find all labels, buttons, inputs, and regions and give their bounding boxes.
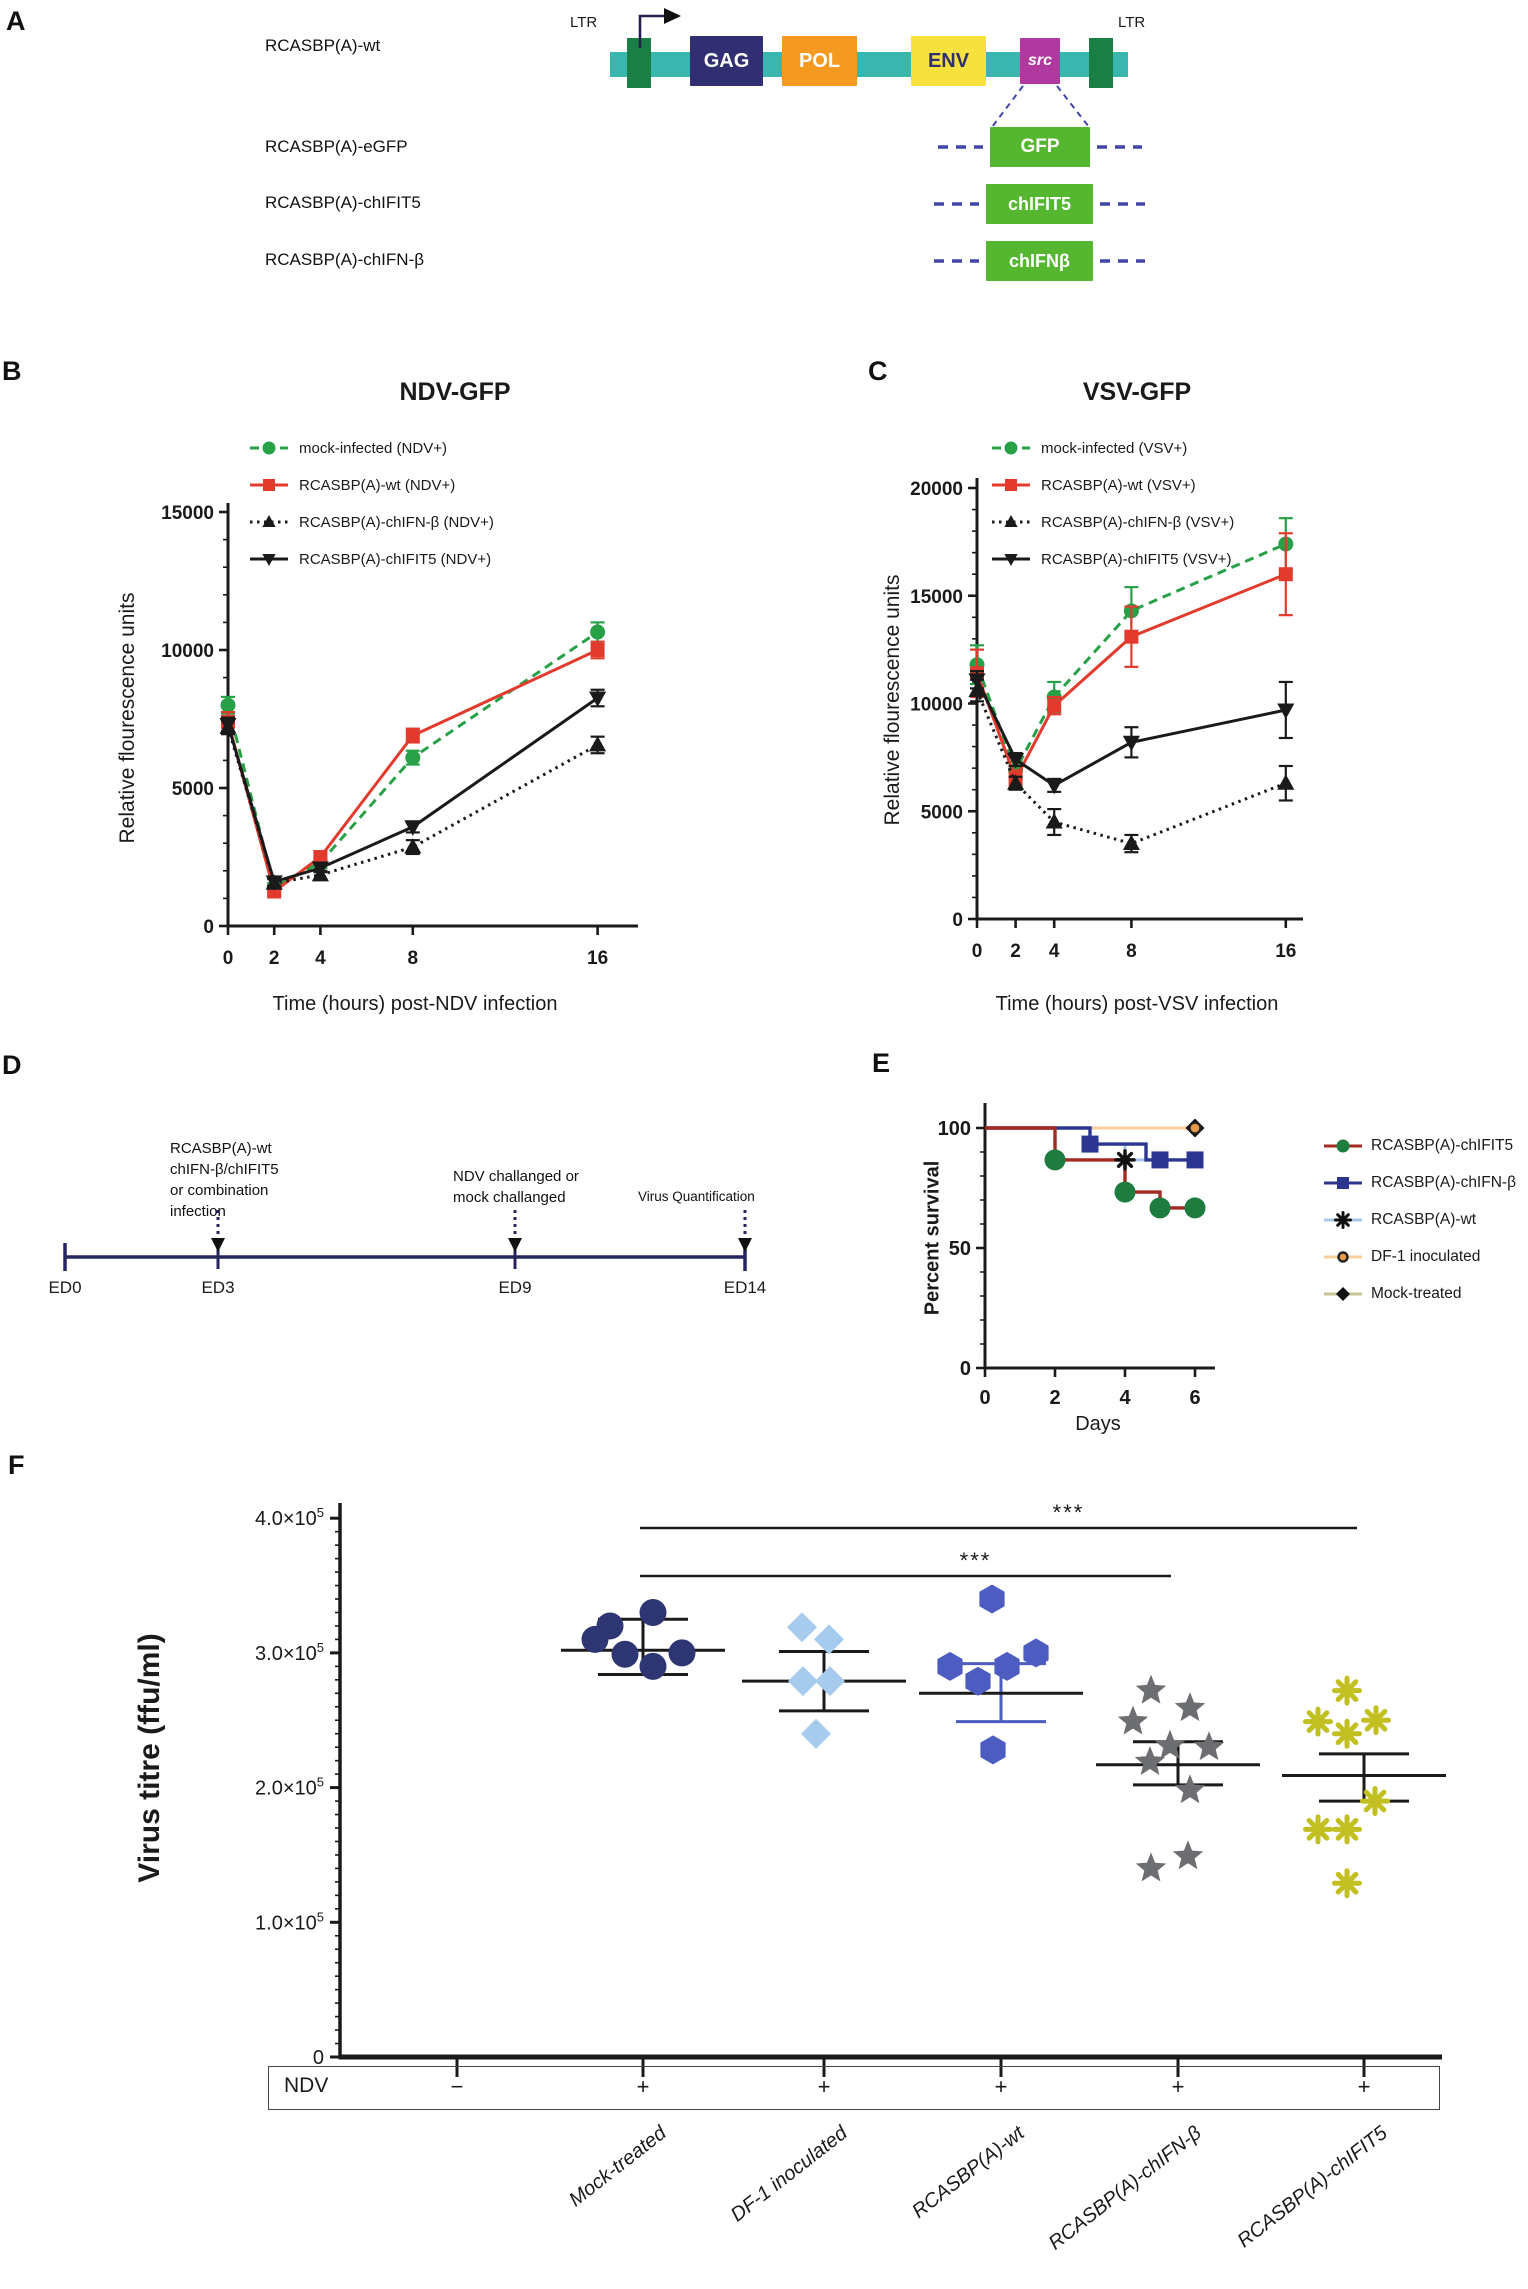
data-point-asterisk [1364,1708,1389,1733]
ndv-status-minus: − [450,2074,464,2099]
x-tick-label: 4 [315,948,326,969]
ltr-label-right: LTR [1118,14,1146,31]
survival-x-axis-label: Days [1075,1413,1121,1435]
legend-label: RCASBP(A)-chIFIT5 (NDV+) [299,550,492,568]
y-tick-label: 0 [952,910,963,931]
legend-label: RCASBP(A)-chIFIT5 [1371,1137,1514,1154]
y-tick-label: 100 [937,1118,971,1140]
legend-label: RCASBP(A)-chIFN-β (VSV+) [1041,513,1235,531]
ltr-label-left: LTR [570,14,598,31]
x-tick-label: 8 [1126,941,1137,962]
ndv-row-label: NDV [284,2074,329,2097]
legend-label: Mock-treated [1371,1285,1462,1302]
construct-label-chifnb: RCASBP(A)-chIFN-β [265,250,425,269]
legend-label: DF-1 inoculated [1371,1248,1481,1265]
y-tick-label: $2.0\times 10^5$ [255,1774,324,1800]
x-tick-label: 2 [1049,1387,1061,1409]
note-line: mock challanged [453,1189,566,1206]
ndv-status-plus: + [817,2074,831,2099]
group-label-mock: Mock-treated [565,2122,671,2212]
ndv-status-plus: + [1171,2074,1185,2099]
src-gene-box: src [1020,38,1060,84]
y-tick-label: 0 [312,2047,324,2069]
vsv-y-axis-label: Relative flourescence units [881,574,904,826]
legend-label: mock-infected (VSV+) [1041,439,1188,457]
group-label-wt: RCASBP(A)-wt [908,2122,1029,2223]
x-tick-label: 4 [1048,941,1060,962]
panel-label-d: D [2,1050,22,1080]
legend-label: RCASBP(A)-wt [1371,1211,1477,1228]
data-point-diamond [801,1719,831,1749]
data-point-circle [640,1653,667,1680]
ndv-status-plus: + [636,2074,650,2099]
data-point-star [1194,1731,1224,1760]
x-tick-label: 16 [587,948,609,969]
legend-label: RCASBP(A)-chIFN-β [1371,1174,1516,1191]
legend-label: RCASBP(A)-wt (VSV+) [1041,476,1196,494]
significance-stars: *** [959,1548,992,1573]
timeline-tick-label-ed9: ED9 [498,1278,532,1297]
y-tick-label: 15000 [910,586,963,608]
group-label-chifit5: RCASBP(A)-chIFIT5 [1233,2122,1392,2253]
y-tick-label: 10000 [161,641,214,662]
data-point-diamond [814,1624,844,1654]
data-point-asterisk [1306,1709,1331,1734]
ndv-status-plus: + [994,2074,1008,2099]
panel-label-f: F [8,1450,25,1480]
data-point-hexagon [965,1667,990,1696]
note-line: NDV challanged or [453,1168,579,1185]
data-point-star [1136,1675,1166,1704]
y-tick-label: $3.0\times 10^5$ [255,1639,324,1665]
legend-label: mock-infected (NDV+) [299,439,447,457]
data-point-asterisk [1335,1871,1360,1896]
data-point-star [1118,1706,1148,1735]
legend-label: RCASBP(A)-chIFIT5 (VSV+) [1041,550,1232,568]
significance-stars: *** [1052,1500,1085,1525]
data-point-diamond [787,1612,817,1642]
timeline-tick-label-ed3: ED3 [201,1278,235,1297]
note-line: infection [170,1203,226,1220]
panel-label-b: B [2,356,22,386]
y-tick-label: 5000 [171,779,214,800]
x-tick-label: 0 [971,941,983,962]
data-point-hexagon [979,1585,1004,1614]
data-point-diamond [788,1666,818,1696]
data-point-asterisk [1335,1678,1360,1703]
x-tick-label: 2 [1010,941,1021,962]
data-point-asterisk [1363,1789,1388,1814]
x-tick-label: 8 [407,948,419,969]
data-point-circle [669,1639,696,1666]
group-label-df1: DF-1 inoculated [726,2122,852,2227]
y-tick-label: 50 [948,1238,971,1260]
note-line: or combination [170,1182,269,1199]
timeline-tick-label-ed14: ED14 [723,1278,767,1297]
vsv-chart-title: VSV-GFP [1082,378,1192,406]
data-point-star [1136,1852,1166,1881]
data-point-hexagon [980,1735,1005,1764]
titre-y-axis-label: Virus titre (ffu/ml) [133,1633,166,1883]
panel-label-c: C [868,356,888,386]
x-tick-label: 16 [1275,941,1297,962]
chifnb-insert-box: chIFNβ [986,241,1093,281]
data-point-circle [582,1626,609,1653]
y-tick-label: 0 [203,917,214,938]
x-tick-label: 0 [979,1387,991,1409]
x-tick-label: 6 [1189,1387,1201,1409]
y-tick-label: 0 [959,1358,971,1380]
ndv-x-axis-label: Time (hours) post-NDV infection [272,993,558,1015]
vsv-x-axis-label: Time (hours) post-VSV infection [995,993,1279,1015]
y-tick-label: 10000 [910,694,963,716]
x-tick-label: 0 [222,948,234,969]
chifit5-insert-box: chIFIT5 [986,184,1093,224]
data-point-asterisk [1335,1817,1360,1842]
gag-gene-box: GAG [690,36,763,86]
env-gene-box: ENV [911,36,986,86]
note-line: chIFN-β/chIFIT5 [170,1161,279,1178]
construct-label-egfp: RCASBP(A)-eGFP [265,137,408,156]
construct-label-wt: RCASBP(A)-wt [265,36,381,55]
data-point-star [1173,1840,1203,1869]
data-point-diamond [815,1666,845,1696]
ndv-chart-title: NDV-GFP [399,378,511,406]
data-point-asterisk [1335,1721,1360,1746]
data-point-asterisk [1306,1817,1331,1842]
data-point-star [1135,1746,1165,1775]
note-line: RCASBP(A)-wt [170,1140,272,1157]
y-tick-label: 15000 [161,503,214,524]
data-point-hexagon [937,1652,962,1681]
data-point-circle [612,1641,639,1668]
survival-y-axis-label: Percent survival [921,1160,944,1316]
x-tick-label: 2 [268,948,280,969]
construct-label-chifit5: RCASBP(A)-chIFIT5 [265,193,421,212]
group-label-chifnb: RCASBP(A)-chIFN-β [1044,2122,1206,2255]
note-line: Virus Quantification [638,1189,755,1204]
ndv-y-axis-label: Relative flourescence units [116,592,139,844]
y-tick-label: $1.0\times 10^5$ [255,1909,324,1935]
data-point-star [1155,1730,1185,1759]
timeline-tick-label-ed0: ED0 [48,1278,82,1297]
y-tick-label: $4.0\times 10^5$ [255,1505,324,1531]
y-tick-label: 20000 [910,479,963,500]
pol-gene-box: POL [782,36,857,86]
data-point-star [1175,1692,1205,1721]
panel-label-a: A [6,6,26,36]
data-point-hexagon [994,1652,1019,1681]
gfp-insert-box: GFP [990,127,1090,167]
data-point-circle [640,1599,667,1626]
legend-label: RCASBP(A)-chIFN-β (NDV+) [299,513,494,531]
y-tick-label: 5000 [920,802,963,824]
legend-label: RCASBP(A)-wt (NDV+) [299,476,456,494]
x-tick-label: 4 [1119,1387,1131,1409]
panel-label-e: E [872,1048,891,1078]
ndv-status-plus: + [1357,2074,1371,2099]
